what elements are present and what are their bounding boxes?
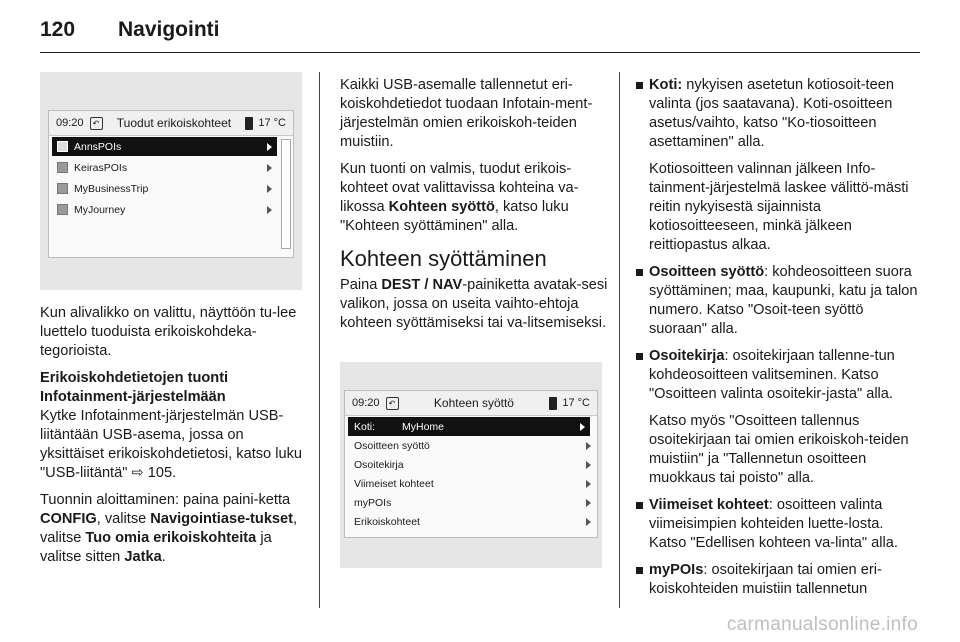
- section-heading: Kohteen syöttäminen: [340, 246, 547, 271]
- column-1: [40, 304, 306, 575]
- page-header: [40, 18, 220, 42]
- screen-imported-pois: [48, 110, 294, 258]
- figure-imported-pois: [40, 72, 302, 290]
- subheading: Infotainment-järjestelmään: [40, 389, 226, 405]
- folder-icon: [57, 141, 68, 152]
- screen-destination-entry: [344, 390, 598, 538]
- list-item[interactable]: KeirasPOIs: [52, 158, 277, 177]
- phone-icon: [549, 397, 557, 410]
- arrow-right-icon: [586, 461, 591, 469]
- header-rule: [40, 52, 920, 53]
- paragraph: Katso myös "Osoitteen tallennus osoitekirjaan tai omien erikoiskoh-teiden muistiin" ja "Tallennetun osoitteen muokkaus tai poisto" alla.: [649, 413, 909, 486]
- list-item[interactable]: MyJourney: [52, 200, 277, 219]
- bullet-item: Koti: nykyisen asetetun kotiosoit-teen valinta (jos saatavana). Koti-osoitteen asetus/vaihto, katso "Ko-tiosoitteen asettaminen" alla.: [636, 76, 922, 152]
- clock: 09:20: [56, 117, 84, 129]
- bullet-item: Osoitteen syöttö: kohdeosoitteen suora syöttäminen; maa, kaupunki, katu ja talon numero. Katso "Osoit-teen syöttö suoraan" alla.: [636, 263, 922, 339]
- bullet-item: myPOIs: osoitekirjaan tai omien eri-koiskohteiden muistiin tallennetun: [636, 561, 922, 599]
- scrollbar[interactable]: [281, 139, 291, 249]
- back-icon: ↶: [90, 117, 103, 130]
- screen-title: Kohteen syöttö: [433, 396, 514, 410]
- folder-icon: [57, 162, 68, 173]
- bullet-item: Viimeiset kohteet: osoitteen valinta viimeisimpien kohteiden luette-losta. Katso "Edellisen kohteen va-linta" alla.: [636, 496, 922, 553]
- paragraph: Paina DEST / NAV-painiketta avatak-sesi valikon, jossa on useita vaihto-ehtoja kohteen syöttämiseksi tai va-litsemiseksi.: [340, 277, 608, 331]
- list-item[interactable]: MyBusinessTrip: [52, 179, 277, 198]
- arrow-right-icon: [267, 143, 272, 151]
- arrow-right-icon: [267, 185, 272, 193]
- paragraph: Kytke Infotainment-järjestelmän USB-liitäntään USB-asema, jossa on yksittäiset erikoiskohdetietosi, katso luku "USB-liitäntä" ⇨ 105.: [40, 408, 302, 481]
- back-icon: ↶: [386, 397, 399, 410]
- list-item[interactable]: Koti: MyHome: [348, 417, 590, 436]
- column-3: [636, 76, 922, 607]
- screen-title: Tuodut erikoiskohteet: [116, 116, 232, 130]
- column-2: [340, 76, 608, 341]
- list-item[interactable]: Viimeiset kohteet: [348, 474, 596, 493]
- paragraph: Tuonnin aloittaminen: paina paini-ketta CONFIG, valitse Navigointiase-tukset, valitse Tuo omia erikoiskohteita ja valitse sitten Jatka.: [40, 492, 298, 565]
- paragraph: Kaikki USB-asemalle tallennetut eri-koiskohdetiedot tuodaan Infotain-ment-järjestelmän omien erikoiskoh-teiden muistiin.: [340, 77, 593, 150]
- bullet-item: Osoitekirja: osoitekirjaan tallenne-tun kohdeosoitteen valitseminen. Katso "Osoitteen valinta osoitekir-jasta" alla.: [636, 347, 922, 404]
- column-divider-2: [619, 72, 620, 608]
- phone-icon: [245, 117, 253, 130]
- paragraph: Kun tuonti on valmis, tuodut erikois-kohteet ovat valittavissa kohteina va-likossa Kohteen syöttö, katso luku "Kohteen syöttäminen" alla.: [340, 161, 579, 234]
- status-bar: [345, 391, 597, 416]
- figure-destination-entry: [340, 362, 602, 568]
- subheading: Erikoiskohdetietojen tuonti: [40, 370, 229, 386]
- paragraph: Kotiosoitteen valinnan jälkeen Info-tainment-järjestelmä laskee välittö-mästi reitin nykyisestä sijainnista kotiosoitteeseen, minkä jälkeen reittiopastus alkaa.: [649, 161, 909, 253]
- arrow-right-icon: [586, 518, 591, 526]
- folder-icon: [57, 183, 68, 194]
- list-item[interactable]: Osoitteen syöttö: [348, 436, 596, 455]
- list-item[interactable]: Osoitekirja: [348, 455, 596, 474]
- clock: 09:20: [352, 397, 380, 409]
- arrow-right-icon: [580, 423, 585, 431]
- watermark: carmanualsonline.info: [726, 614, 918, 635]
- arrow-right-icon: [586, 442, 591, 450]
- list-item[interactable]: AnnsPOIs: [52, 137, 277, 156]
- list-item[interactable]: Erikoiskohteet: [348, 512, 596, 531]
- list-item[interactable]: myPOIs: [348, 493, 596, 512]
- column-divider-1: [319, 72, 320, 608]
- arrow-right-icon: [267, 206, 272, 214]
- temperature: 17 °C: [562, 397, 590, 409]
- folder-icon: [57, 204, 68, 215]
- arrow-right-icon: [267, 164, 272, 172]
- page-title: Navigointi: [118, 18, 220, 41]
- page-number: 120: [40, 18, 76, 41]
- temperature: 17 °C: [258, 117, 286, 129]
- arrow-right-icon: [586, 480, 591, 488]
- status-bar: [49, 111, 293, 136]
- figure-caption: Kun alivalikko on valittu, näyttöön tu-lee luettelo tuoduista erikoiskohdeka-tegorioista.: [40, 305, 297, 359]
- arrow-right-icon: [586, 499, 591, 507]
